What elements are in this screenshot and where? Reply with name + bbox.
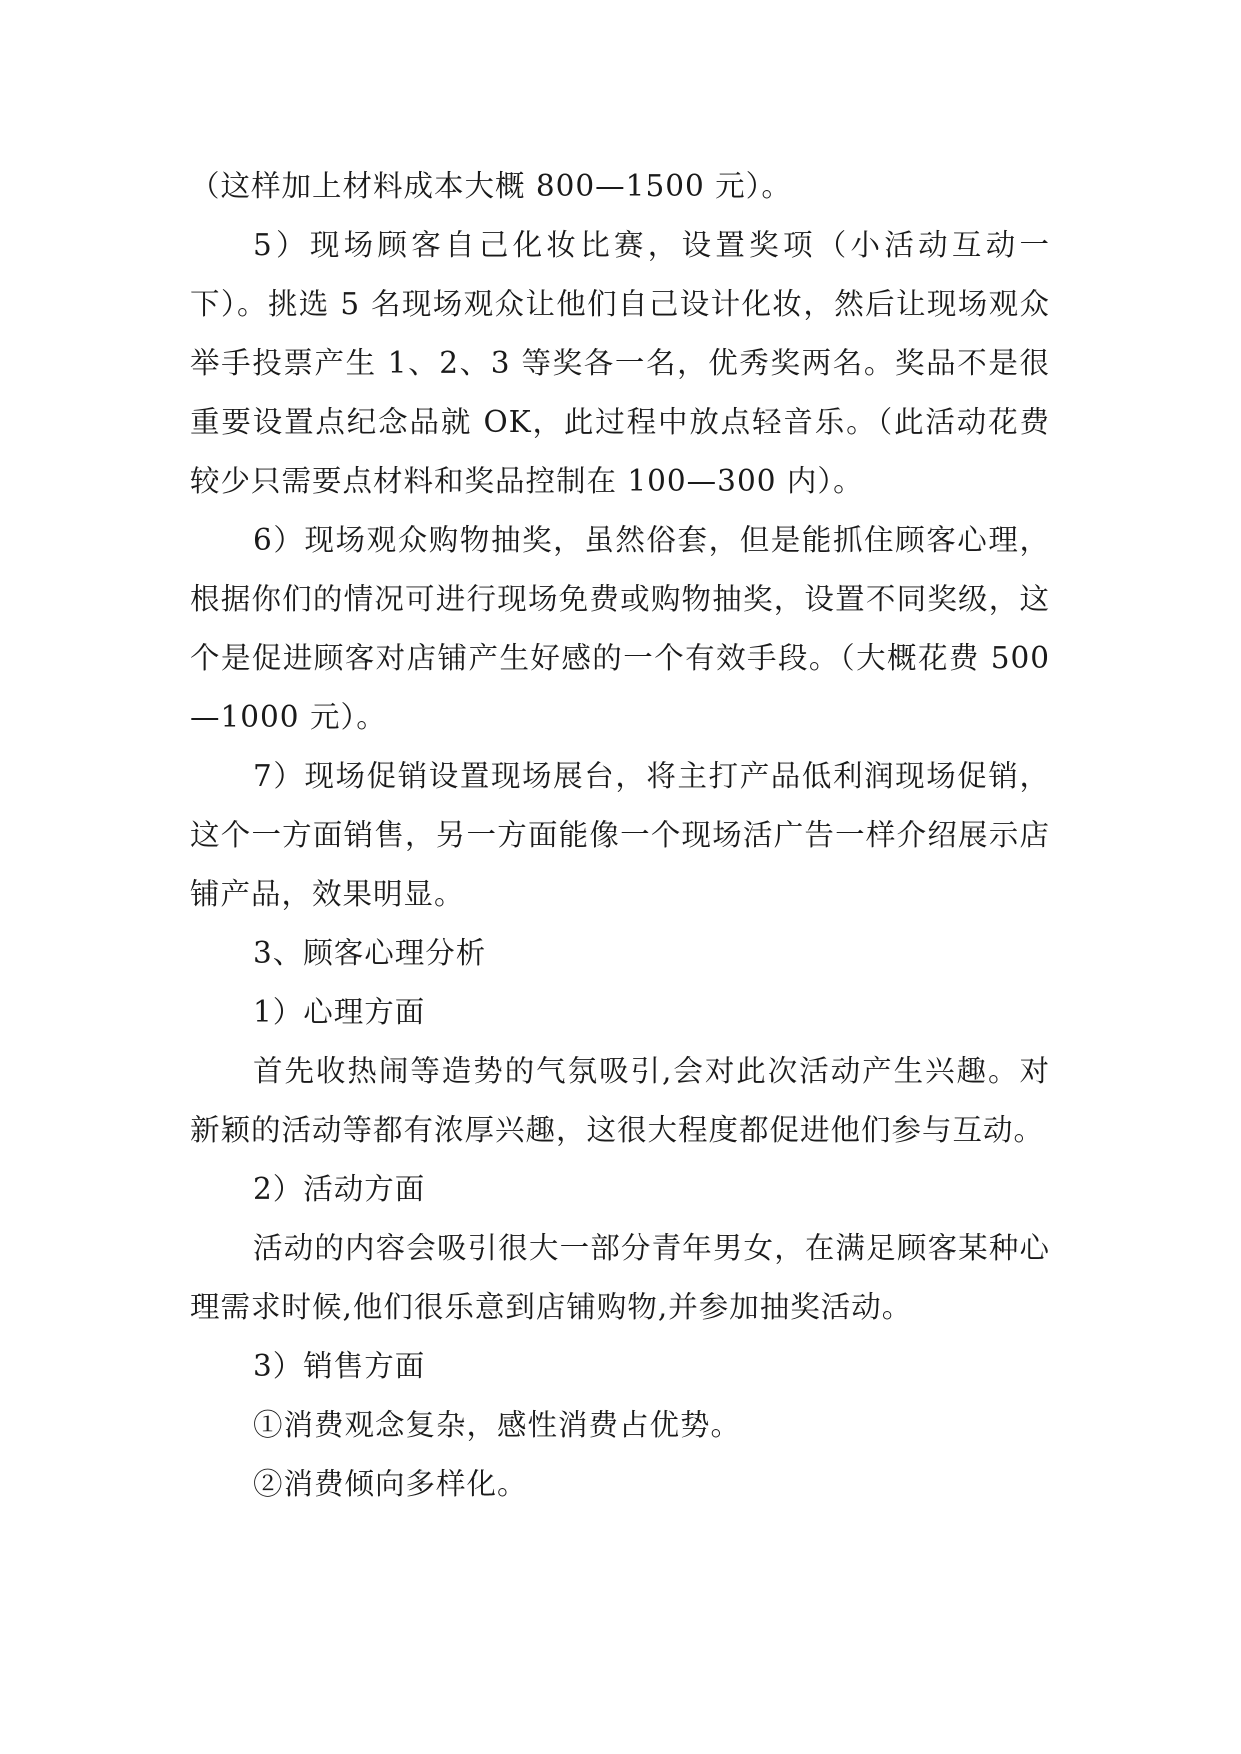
document-body (190, 157, 1050, 1514)
paragraph-promotion-booth: 7）现场促销设置现场展台，将主打产品低利润现场促销，这个一方面销售，另一方面能像一个现场活广告一样介绍展示店铺产品，效果明显。 (190, 759, 1050, 911)
paragraph-psychology: 首先收热闹等造势的气氛吸引,会对此次活动产生兴趣。对新颖的活动等都有浓厚兴趣，这很大程度都促进他们参与互动。 (190, 1054, 1050, 1147)
paragraph-makeup-contest: 5）现场顾客自己化妆比赛，设置奖项（小活动互动一下）。挑选 5 名现场观众让他们自己设计化妆，然后让现场观众举手投票产生 1、2、3 等奖各一名，优秀奖两名。奖品不是很重要设置点纪念品就 OK，此过程中放点轻音乐。（此活动花费较少只需要点材料和奖品控制在 100—300 内）。 (190, 228, 1050, 498)
paragraph-lottery: 6）现场观众购物抽奖，虽然俗套，但是能抓住顾客心理，根据你们的情况可进行现场免费或购物抽奖，设置不同奖级，这个是促进顾客对店铺产生好感的一个有效手段。（大概花费 500—1000 元）。 (190, 523, 1050, 734)
subheading-sales: 3）销售方面 (253, 1349, 426, 1383)
list-item-consumption-diversity: ②消费倾向多样化。 (253, 1467, 528, 1501)
section-heading-customer-psychology: 3、顾客心理分析 (253, 936, 487, 970)
paragraph-activity: 活动的内容会吸引很大一部分青年男女，在满足顾客某种心理需求时候,他们很乐意到店铺购物,并参加抽奖活动。 (190, 1231, 1050, 1324)
list-item-consumption-concept: ①消费观念复杂，感性消费占优势。 (253, 1408, 742, 1442)
subheading-psychology: 1）心理方面 (253, 995, 426, 1029)
paragraph-cost-note: （这样加上材料成本大概 800—1500 元）。 (190, 169, 792, 203)
subheading-activity: 2）活动方面 (253, 1172, 426, 1206)
